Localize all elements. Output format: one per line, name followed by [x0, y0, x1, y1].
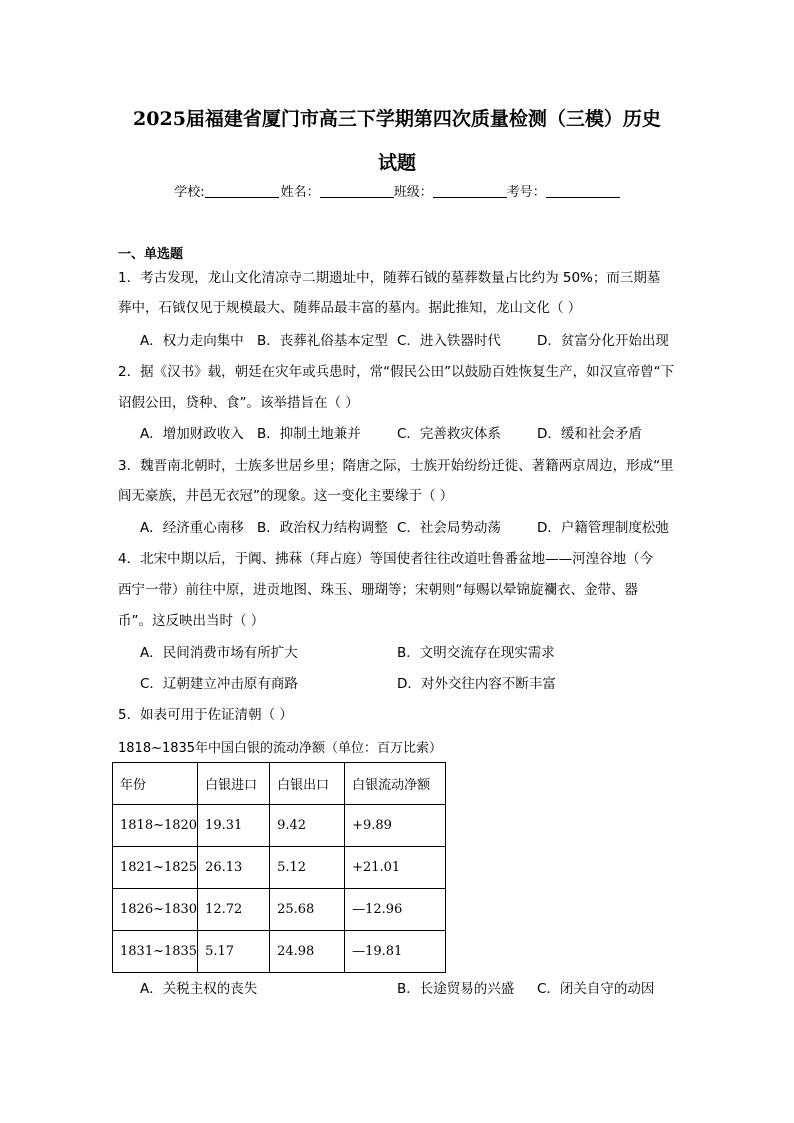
exam-title-line-2: 试题 [377, 152, 416, 174]
table-row [113, 805, 446, 847]
table-cell: 26.13 [198, 847, 270, 889]
question-3-option-a: A．经济重心南移 [140, 520, 244, 536]
question-2-option-c: C．完善救灾体系 [397, 426, 501, 442]
question-5-option-c: C．闭关自守的动因 [537, 981, 655, 997]
table-cell: —12.96 [345, 889, 446, 931]
question-5-option-a: A．关税主权的丧失 [140, 981, 258, 997]
class-label: 班级： [393, 185, 433, 200]
table-cell: 1818~1820 [113, 805, 198, 847]
table-cell: —19.81 [345, 931, 446, 973]
question-3-line-2: 闾无豪族，井邑无衣冠”的现象。这一变化主要缘于（ ） [118, 488, 454, 504]
table-cell: 19.31 [198, 805, 270, 847]
student-info-row [0, 181, 794, 200]
table-row [113, 889, 446, 931]
section-title: 一、单选题 [118, 247, 184, 262]
question-3-option-d: D．户籍管理制度松弛 [537, 520, 669, 536]
table-cell: +21.01 [345, 847, 446, 889]
question-3-option-b: B．政治权力结构调整 [257, 520, 388, 536]
table-cell: 25.68 [270, 889, 345, 931]
table-header-row [113, 763, 446, 805]
exam-number-blank [546, 185, 620, 198]
question-2-option-b: B．抑制土地兼并 [257, 426, 361, 442]
question-3-line-1: 3．魏晋南北朝时，士族多世居乡里；隋唐之际，士族开始纷纷迁徙、著籍两京周边，形成“里 [118, 458, 674, 474]
class-blank [433, 185, 507, 198]
silver-flow-table [112, 762, 446, 973]
table-cell: 5.17 [198, 931, 270, 973]
question-5-line-1: 5．如表可用于佐证清朝（ ） [118, 707, 293, 723]
name-blank [320, 185, 394, 198]
table-header-cell: 白银出口 [270, 763, 345, 805]
question-4-option-d: D．对外交往内容不断丰富 [397, 676, 556, 692]
exam-number-label: 考号： [506, 185, 546, 200]
school-blank [205, 185, 279, 198]
table-cell: 1821~1825 [113, 847, 198, 889]
question-4-line-2: 西宁一带）前往中原，进贡地图、珠玉、珊瑚等；宋朝则“每赐以晕锦旋襴衣、金带、器 [118, 582, 638, 598]
table-caption: 1818~1835年中国白银的流动净额（单位：百万比索） [118, 741, 443, 756]
question-4-option-c: C．辽朝建立冲击原有商路 [140, 676, 298, 692]
question-2-option-a: A．增加财政收入 [140, 426, 244, 442]
question-1-line-2: 葬中，石钺仅见于规模最大、随葬品最丰富的墓内。据此推知，龙山文化（ ） [118, 300, 582, 316]
question-1-option-c: C．进入铁器时代 [397, 333, 501, 349]
question-2-line-1: 2．据《汉书》载，朝廷在灾年或兵患时，常“假民公田”以鼓励百姓恢复生产，如汉宣帝曾“下 [118, 364, 675, 380]
table-cell: 1831~1835 [113, 931, 198, 973]
question-4-line-1: 4．北宋中期以后，于阗、拂菻（拜占庭）等国使者往往改道吐鲁番盆地——河湟谷地（今 [118, 551, 654, 567]
school-label: 学校: [174, 185, 205, 200]
table-cell: 24.98 [270, 931, 345, 973]
table-row [113, 847, 446, 889]
question-5-option-b: B．长途贸易的兴盛 [397, 981, 515, 997]
table-header-cell: 白银流动净额 [345, 763, 446, 805]
table-cell: 9.42 [270, 805, 345, 847]
question-2-line-2: 诏假公田，贷种、食”。该举措旨在（ ） [118, 395, 359, 411]
table-row [113, 931, 446, 973]
exam-title-line-1: 2025届福建省厦门市高三下学期第四次质量检测（三模）历史 [133, 108, 661, 130]
question-3-option-c: C．社会局势动荡 [397, 520, 501, 536]
question-4-option-a: A．民间消费市场有所扩大 [140, 645, 298, 661]
table-header-cell: 年份 [113, 763, 198, 805]
question-1-option-d: D．贫富分化开始出现 [537, 333, 669, 349]
table-header-cell: 白银进口 [198, 763, 270, 805]
table-cell: 5.12 [270, 847, 345, 889]
question-4-line-3: 币”。这反映出当时（ ） [118, 613, 265, 629]
question-1-option-b: B．丧葬礼俗基本定型 [257, 333, 388, 349]
table-cell: 1826~1830 [113, 889, 198, 931]
table-cell: 12.72 [198, 889, 270, 931]
question-1-line-1: 1．考古发现，龙山文化清凉寺二期遗址中，随葬石钺的墓葬数量占比约为 50%；而三期墓 [118, 270, 661, 286]
table-cell: +9.89 [345, 805, 446, 847]
question-1-option-a: A．权力走向集中 [140, 333, 244, 349]
name-label: 姓名： [280, 185, 320, 200]
question-4-option-b: B．文明交流存在现实需求 [397, 645, 555, 661]
question-2-option-d: D．缓和社会矛盾 [537, 426, 642, 442]
